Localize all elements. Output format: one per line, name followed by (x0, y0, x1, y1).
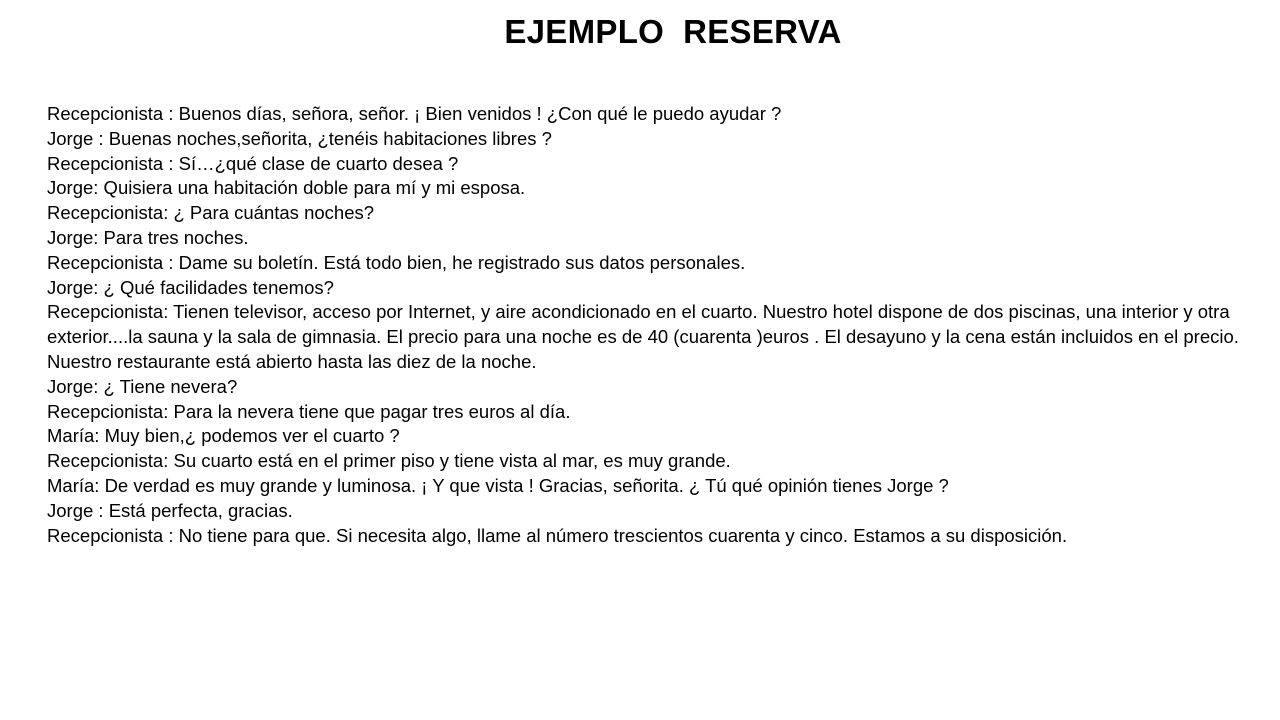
dialogue-line: María: De verdad es muy grande y luminosa. ¡ Y que vista ! Gracias, señorita. ¿ Tú qué opinión tienes Jorge ? (47, 474, 949, 496)
dialogue-line: Recepcionista : Sí…¿qué clase de cuarto desea ? (47, 152, 459, 174)
dialogue-line: Recepcionista: Tienen televisor, acceso por Internet, y aire acondicionado en el cuarto. Nuestro hotel dispone de dos piscinas, una interior y otra exterior....la sauna y la sala de gimnasia. El precio para una noche es de 40 (cuarenta )euros . El desayuno y la cena están incluidos en el precio. Nuestro restaurante está abierto hasta las diez de la noche. (47, 301, 1239, 372)
dialogue-line: Recepcionista : No tiene para que. Si necesita algo, llame al número trescientos cuarenta y cinco. Estamos a su disposición. (47, 524, 1068, 546)
dialogue-line: Recepcionista: ¿ Para cuántas noches? (47, 202, 375, 224)
dialogue-line: María: Muy bien,¿ podemos ver el cuarto ? (47, 425, 400, 447)
dialogue-line: Jorge: ¿ Tiene nevera? (47, 375, 238, 397)
dialogue-line: Recepcionista : Buenos días, señora, señor. ¡ Bien venidos ! ¿Con qué le puedo ayudar ? (47, 103, 782, 124)
dialogue-line: Jorge : Está perfecta, gracias. (47, 499, 293, 521)
dialogue-line: Recepcionista: Su cuarto está en el primer piso y tiene vista al mar, es muy grande. (47, 450, 731, 472)
dialogue-body (47, 102, 1262, 548)
dialogue-line: Jorge: Quisiera una habitación doble para mí y mi esposa. (47, 177, 526, 199)
slide-title: EJEMPLO RESERVA (504, 13, 842, 50)
dialogue-line: Jorge: ¿ Qué facilidades tenemos? (47, 276, 334, 298)
dialogue-line: Jorge: Para tres noches. (47, 226, 249, 248)
dialogue-line: Recepcionista : Dame su boletín. Está todo bien, he registrado sus datos personales. (47, 251, 746, 273)
dialogue-line: Jorge : Buenas noches,señorita, ¿tenéis habitaciones libres ? (47, 127, 552, 149)
dialogue-line: Recepcionista: Para la nevera tiene que pagar tres euros al día. (47, 400, 571, 422)
